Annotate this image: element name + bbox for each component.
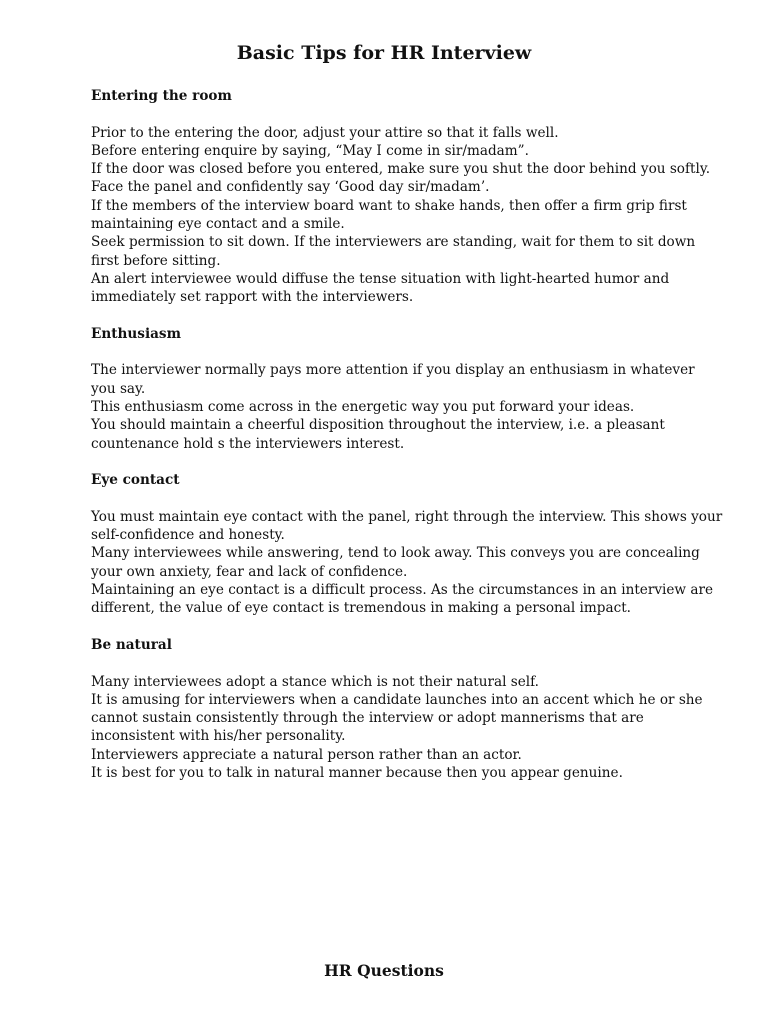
body-line: An alert interviewee would diffuse the tense situation with light-hearted humor and bbox=[91, 270, 670, 287]
body-line: you say. bbox=[91, 380, 146, 397]
body-line: different, the value of eye contact is tremendous in making a personal impact. bbox=[91, 600, 631, 617]
body-line: Many interviewees while answering, tend to look away. This conveys you are concealing bbox=[91, 545, 700, 562]
body-line: Interviewers appreciate a natural person rather than an actor. bbox=[91, 746, 522, 763]
body-line: Prior to the entering the door, adjust your attire so that it falls well. bbox=[91, 124, 559, 141]
section-heading: Entering the room bbox=[91, 88, 232, 104]
body-line: This enthusiasm come across in the energetic way you put forward your ideas. bbox=[91, 399, 635, 416]
document-body bbox=[91, 87, 723, 782]
paragraph-spacer bbox=[91, 105, 691, 123]
body-line: Many interviewees adopt a stance which is not their natural self. bbox=[91, 673, 539, 690]
section-entering-the-room bbox=[91, 87, 711, 325]
body-line: Face the panel and confidently say ‘Good day sir/madam’. bbox=[91, 179, 490, 196]
body-line: inconsistent with his/her personality. bbox=[91, 728, 346, 745]
body-line: Seek permission to sit down. If the interviewers are standing, wait for them to sit down bbox=[91, 234, 696, 251]
section-heading: Enthusiasm bbox=[91, 325, 181, 342]
section-eye-contact bbox=[91, 471, 723, 636]
section-enthusiasm bbox=[91, 325, 695, 471]
body-line: Before entering enquire by saying, “May I come in sir/madam”. bbox=[91, 142, 529, 159]
paragraph-spacer bbox=[91, 490, 691, 508]
document-title: Basic Tips for HR Interview bbox=[236, 42, 532, 64]
body-line: your own anxiety, fear and lack of confidence. bbox=[91, 563, 408, 580]
body-line: It is amusing for interviewers when a candidate launches into an accent which he or she bbox=[91, 691, 703, 708]
paragraph-spacer bbox=[91, 453, 691, 471]
body-line: If the members of the interview board want to shake hands, then offer a firm grip first bbox=[91, 197, 687, 214]
paragraph-spacer bbox=[91, 307, 691, 325]
body-line: maintaining eye contact and a smile. bbox=[91, 216, 345, 233]
body-line: You must maintain eye contact with the panel, right through the interview. This shows your bbox=[91, 508, 723, 525]
section-heading: Be natural bbox=[91, 636, 172, 653]
body-line: The interviewer normally pays more attention if you display an enthusiasm in whatever bbox=[91, 362, 695, 379]
body-line: immediately set rapport with the interviewers. bbox=[91, 289, 414, 306]
paragraph-spacer bbox=[91, 654, 691, 672]
body-line: countenance hold s the interviewers interest. bbox=[91, 435, 405, 452]
body-line: It is best for you to talk in natural manner because then you appear genuine. bbox=[91, 764, 623, 781]
body-line: cannot sustain consistently through the interview or adopt mannerisms that are bbox=[91, 710, 644, 727]
body-line: If the door was closed before you entered, make sure you shut the door behind you softly. bbox=[91, 161, 711, 178]
body-line: self-confidence and honesty. bbox=[91, 527, 285, 544]
paragraph-spacer bbox=[91, 343, 691, 361]
section-be-natural bbox=[91, 636, 703, 782]
body-line: first before sitting. bbox=[91, 252, 221, 269]
next-section-title: HR Questions bbox=[324, 961, 444, 980]
body-line: You should maintain a cheerful disposition throughout the interview, i.e. a pleasant bbox=[91, 417, 665, 434]
body-line: Maintaining an eye contact is a difficult process. As the circumstances in an interview are bbox=[91, 582, 714, 599]
paragraph-spacer bbox=[91, 618, 691, 636]
section-heading: Eye contact bbox=[91, 472, 180, 489]
